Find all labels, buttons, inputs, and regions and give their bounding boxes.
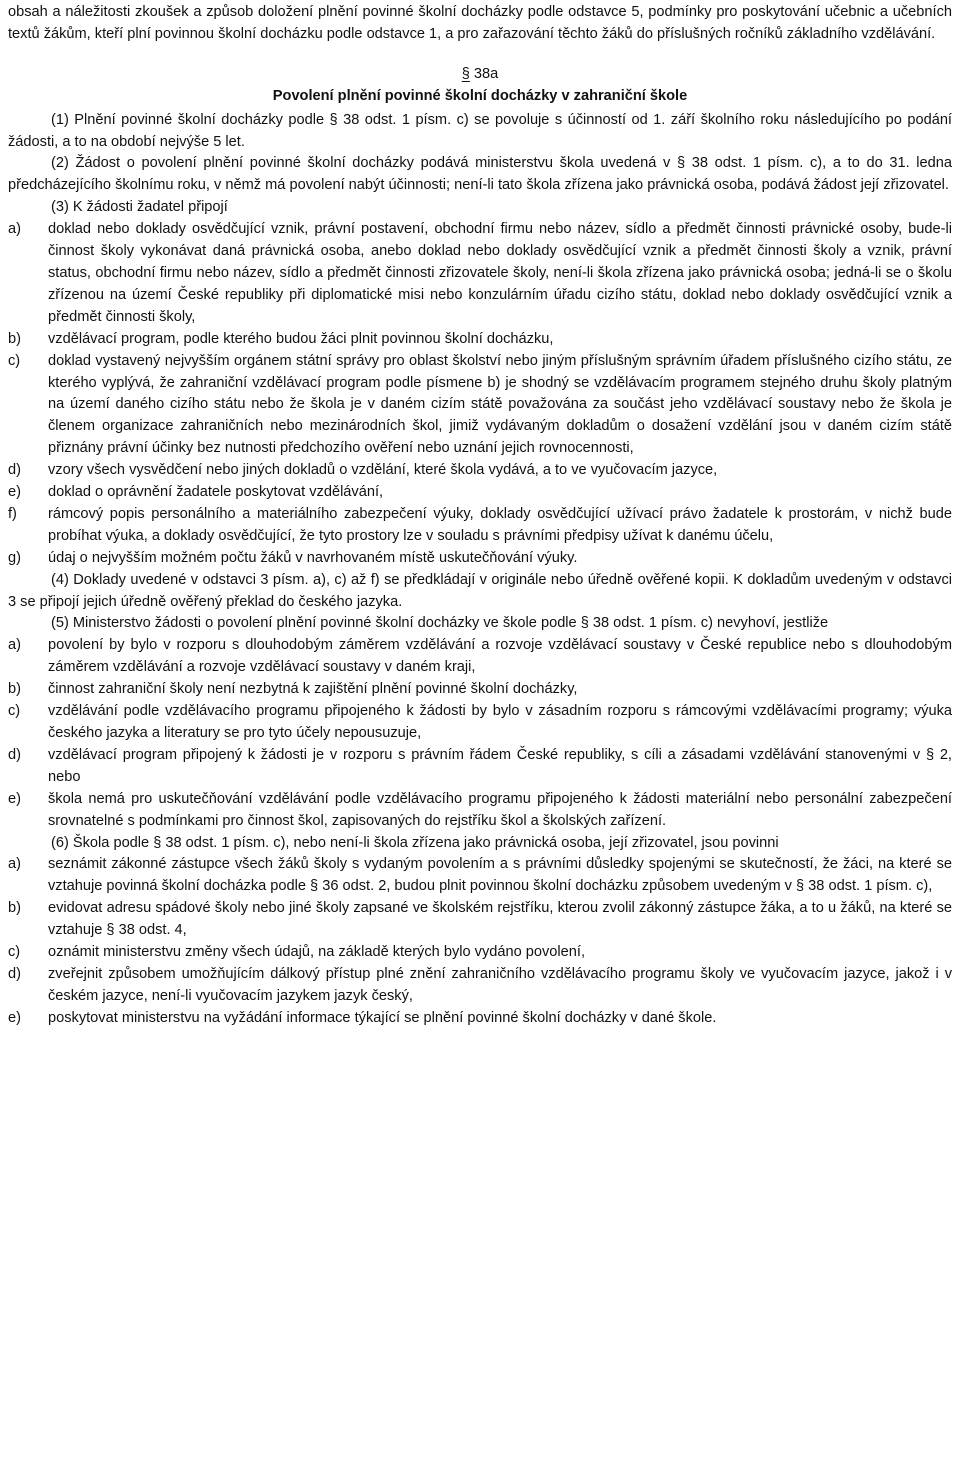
list-item bbox=[8, 942, 952, 964]
list-marker: c) bbox=[8, 703, 21, 720]
list-marker: d) bbox=[8, 746, 21, 763]
list-marker: e) bbox=[8, 484, 21, 501]
list-item-text: seznámit zákonné zástupce všech žáků školy s vydaným povolením a s právními důsledky spojenými se skutečností, že žáci, na které se vztahuje povinná školní docházka podle § 36 odst. 2, budou plnit povinnou školní docházku způsobem uvedeným v § 38 odst. 1 písm. c), bbox=[48, 856, 952, 895]
list-item-text: vzdělávací program připojený k žádosti je v rozporu s právním řádem České republiky, s cíli a zásadami vzdělávání stanovenými v § 2, nebo bbox=[48, 746, 952, 785]
list-item-text: rámcový popis personálního a materiálního zabezpečení výuky, doklady osvědčující užívací právo žadatele k prostorám, v nichž bude probíhat výuka, a doklady osvědčující, že tyto prostory lze v souladu s právními předpisy užívat k danému účelu, bbox=[48, 505, 952, 544]
paragraph-6: (6) Škola podle § 38 odst. 1 písm. c), nebo není-li škola zřízena jako právnická osoba, její zřizovatel, jsou povinni bbox=[51, 834, 779, 851]
list-6 bbox=[8, 854, 952, 1029]
list-5 bbox=[8, 635, 952, 832]
list-item bbox=[8, 789, 952, 833]
list-marker: c) bbox=[8, 944, 21, 961]
list-item bbox=[8, 460, 952, 482]
list-marker: b) bbox=[8, 900, 21, 917]
list-marker: e) bbox=[8, 790, 21, 807]
list-item bbox=[8, 219, 952, 329]
paragraph-5: (5) Ministerstvo žádosti o povolení plnění povinné školní docházky ve škole podle § 38 odst. 1 písm. c) nevyhoví, jestliže bbox=[51, 615, 829, 632]
list-marker: a) bbox=[8, 856, 21, 873]
list-item-text: doklad nebo doklady osvědčující vznik, právní postavení, obchodní firmu nebo název, sídlo a předmět činnosti právnické osoby, bude-li činnost školy vykonávat daná právnická osoba, anebo doklad nebo doklady osvědčující vznik a předmět činnosti školy a vznik, právní status, obchodní firmu nebo název, sídlo a předmět činnosti zřizovatele školy, není-li škola zřízena jako právnická osoba; jedná-li se o školu zřízenou na území České republiky při diplomatické misi nebo konzulárním úřadu cizího státu, doklad nebo doklady osvědčující vznik a předmět činnosti školy, bbox=[48, 221, 952, 325]
list-marker: d) bbox=[8, 965, 21, 982]
list-item-text: povolení by bylo v rozporu s dlouhodobým záměrem vzdělávání a rozvoje vzdělávací soustavy v České republice nebo s dlouhodobým záměrem vzdělávání a rozvoje vzdělávací soustavy v daném kraji, bbox=[48, 637, 952, 676]
list-marker: f) bbox=[8, 505, 17, 522]
list-marker: c) bbox=[8, 352, 21, 369]
list-marker: a) bbox=[8, 637, 21, 654]
list-item-text: evidovat adresu spádové školy nebo jiné školy zapsané ve školském rejstříku, kterou zvolil zákonný zástupce žáka, a to u žáků, na které se vztahuje § 38 odst. 4, bbox=[48, 900, 952, 939]
paragraph-3: (3) K žádosti žadatel připojí bbox=[51, 199, 228, 216]
list-item-text: vzdělávací program, podle kterého budou žáci plnit povinnou školní docházku, bbox=[48, 330, 554, 347]
list-marker: d) bbox=[8, 462, 21, 479]
list-item bbox=[8, 745, 952, 789]
list-marker: e) bbox=[8, 1009, 21, 1026]
section-header bbox=[8, 64, 952, 108]
list-3 bbox=[8, 219, 952, 570]
list-item-text: doklad vystavený nejvyšším orgánem státní správy pro oblast školství nebo jiným příslušným správním úřadem příslušného cizího státu, ze kterého vyplývá, že zahraniční vzdělávací program podle písmene b) je shodný se vzdělávacím programem stejného druhu školy platným na území daného cizího státu nebo že škola je v daném cizím státě považována za součást jeho vzdělávací soustavy nebo že škola je členem organizace zahraničních nebo mezinárodních škol, jimiž vydávaným dokladům o dosažení vzdělání jsou v daném cizím státě přiznány právní účinky bez nutnosti předchozího ověření nebo uznání jejich rovnocennosti, bbox=[48, 352, 952, 457]
list-item bbox=[8, 679, 952, 701]
section-sign: § bbox=[461, 65, 470, 82]
list-item-text: vzdělávání podle vzdělávacího programu připojeného k žádosti by bylo v zásadním rozporu s rámcovými vzdělávacími programy; výuka českého jazyka a literatury se pro tyto účely nepousuzuje, bbox=[48, 703, 952, 741]
list-item-text: údaj o nejvyšším možném počtu žáků v navrhovaném místě uskutečňování výuky. bbox=[48, 549, 578, 566]
list-item-text: zveřejnit způsobem umožňujícím dálkový přístup plné znění zahraničního vzdělávacího programu školy ve vyučovacím jazyce, jakož i v českém jazyce, není-li vyučovacím jazykem jazyk český, bbox=[48, 965, 952, 1004]
list-item bbox=[8, 482, 952, 504]
list-item-text: doklad o oprávnění žadatele poskytovat vzdělávání, bbox=[48, 484, 384, 501]
list-marker: b) bbox=[8, 681, 21, 698]
list-marker: a) bbox=[8, 221, 21, 238]
list-marker: b) bbox=[8, 330, 21, 347]
list-item-text: poskytovat ministerstvu na vyžádání informace týkající se plnění povinné školní docházky v dané škole. bbox=[48, 1009, 717, 1026]
list-item bbox=[8, 898, 952, 942]
paragraph-4: (4) Doklady uvedené v odstavci 3 písm. a), c) až f) se předkládají v originále nebo úředně ověřené kopii. K dokladům uvedeným v odstavci 3 se připojí jejich úředně ověřený překlad do českého jazyka. bbox=[8, 571, 952, 610]
list-marker: g) bbox=[8, 549, 21, 566]
list-item bbox=[8, 548, 952, 570]
list-item bbox=[8, 635, 952, 679]
paragraph-2: (2) Žádost o povolení plnění povinné školní docházky podává ministerstvu škola uvedená v § 38 odst. 1 písm. c), a to do 31. ledna předcházejícího školnímu roku, v němž má povolení nabýt účinnosti; není-li tato škola zřízena jako právnická osoba, podává žádost její zřizovatel. bbox=[8, 155, 952, 194]
list-item bbox=[8, 351, 952, 461]
list-item-text: oznámit ministerstvu změny všech údajů, na základě kterých bylo vydáno povolení, bbox=[48, 944, 585, 961]
list-item bbox=[8, 701, 952, 745]
list-item-text: vzory všech vysvědčení nebo jiných dokladů o vzdělání, které škola vydává, a to ve vyučovacím jazyce, bbox=[48, 462, 718, 479]
list-item bbox=[8, 1008, 952, 1030]
section-title: Povolení plnění povinné školní docházky v zahraniční škole bbox=[272, 87, 688, 104]
list-item-text: škola nemá pro uskutečňování vzdělávání podle vzdělávacího programu připojeného k žádosti materiální nebo personální zabezpečení srovnatelné s podmínkami pro činnost škol, zapisovaných do rejstříku škol a školských zařízení. bbox=[48, 790, 952, 829]
intro-paragraph: obsah a náležitosti zkoušek a způsob doložení plnění povinné školní docházky podle odstavce 5, podmínky pro poskytování učebnic a učebních textů žákům, kteří plní povinnou školní docházku podle odstavce 1, a pro zařazování těchto žáků do příslušných ročníků základního vzdělávání. bbox=[8, 4, 952, 42]
list-item bbox=[8, 964, 952, 1008]
paragraph-1: (1) Plnění povinné školní docházky podle § 38 odst. 1 písm. c) se povoluje s účinností od 1. září školního roku následujícího po podání žádosti, a to na období nejvýše 5 let. bbox=[8, 111, 952, 150]
list-item-text: činnost zahraniční školy není nezbytná k zajištění plnění povinné školní docházky, bbox=[48, 681, 578, 698]
list-item bbox=[8, 854, 952, 898]
list-item bbox=[8, 504, 952, 548]
list-item bbox=[8, 329, 952, 351]
section-number: § 38a bbox=[461, 65, 499, 82]
